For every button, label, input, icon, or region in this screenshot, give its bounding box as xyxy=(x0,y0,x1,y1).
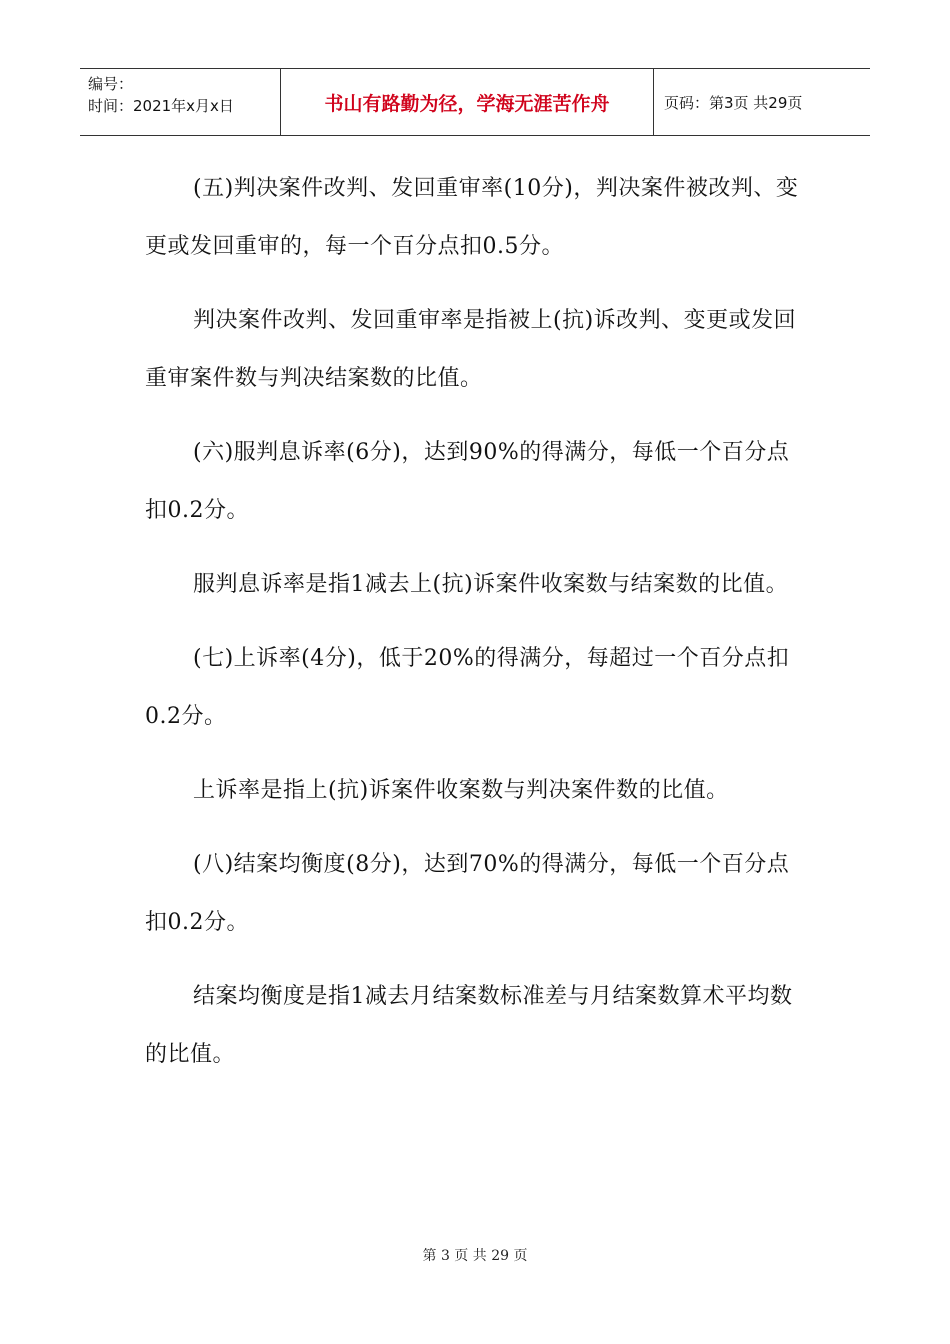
header-meta xyxy=(80,69,280,135)
paragraph: 服判息诉率是指1减去上(抗)诉案件收案数与结案数的比值。 xyxy=(193,572,789,597)
document-body xyxy=(145,160,810,1084)
paragraph: (六)服判息诉率(6分)，达到90%的得满分，每低一个百分点扣0.2分。 xyxy=(145,440,790,523)
paragraph: (七)上诉率(4分)，低于20%的得满分，每超过一个百分点扣0.2分。 xyxy=(145,646,790,729)
paragraph: 结案均衡度是指1减去月结案数标准差与月结案数算术平均数的比值。 xyxy=(145,984,793,1067)
header-motto: 书山有路勤为径，学海无涯苦作舟 xyxy=(280,69,654,135)
paragraph: (八)结案均衡度(8分)，达到70%的得满分，每低一个百分点扣0.2分。 xyxy=(145,852,790,935)
paragraph: 上诉率是指上(抗)诉案件收案数与判决案件数的比值。 xyxy=(193,778,729,803)
document-time-label: 时间：2021年x月x日 xyxy=(88,97,234,115)
document-number-label: 编号： xyxy=(88,75,134,93)
page-footer: 第 3 页 共 29 页 xyxy=(422,1248,528,1264)
paragraph: 判决案件改判、发回重审率是指被上(抗)诉改判、变更或发回重审案件数与判决结案数的比值。 xyxy=(145,308,797,391)
paragraph: (五)判决案件改判、发回重审率(10分)，判决案件被改判、变更或发回重审的，每一个百分点扣0.5分。 xyxy=(145,176,799,259)
header-page-info: 页码：第3页 共29页 xyxy=(664,93,803,112)
page-header xyxy=(80,68,870,136)
